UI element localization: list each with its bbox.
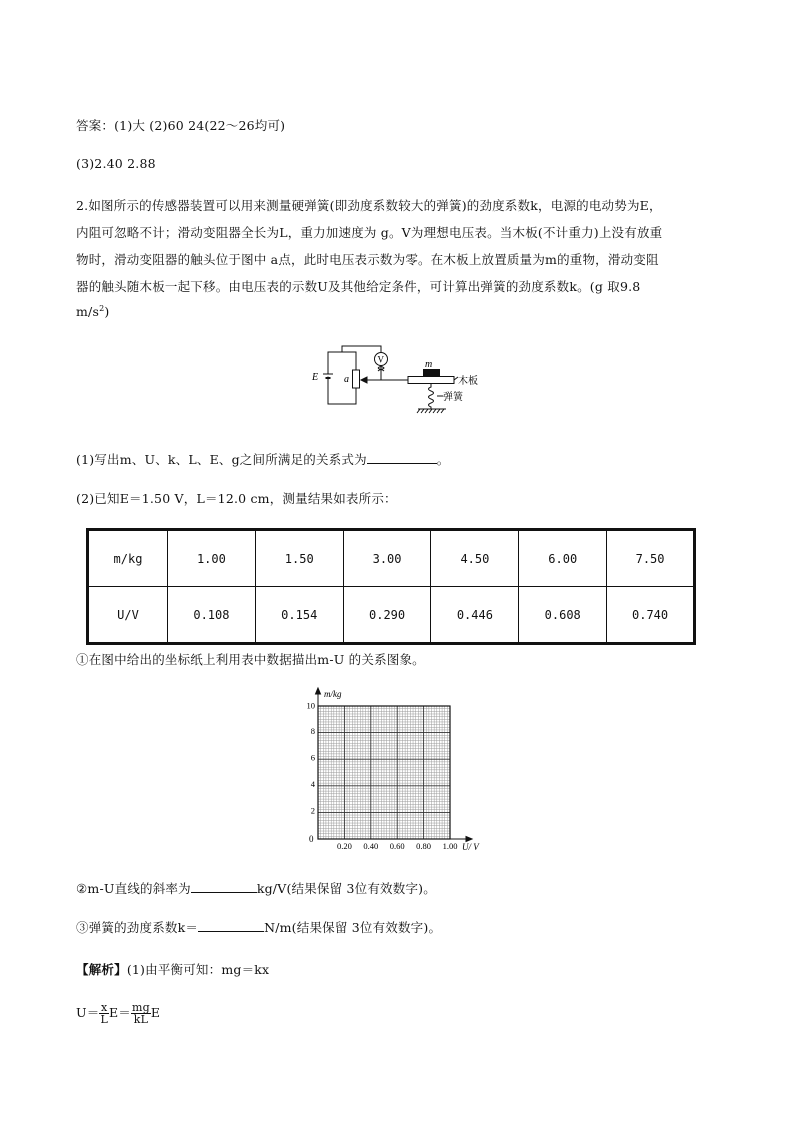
y-tick-label: 6 bbox=[310, 752, 315, 763]
table-cell: 0.446 bbox=[431, 587, 519, 644]
table-cell: 0.290 bbox=[343, 587, 431, 644]
table-cell: U/V bbox=[88, 587, 168, 644]
voltmeter-label: V bbox=[377, 354, 384, 365]
fraction: $\frac{x}{L}$ bbox=[100, 1001, 108, 1026]
table-cell: 0.740 bbox=[607, 587, 695, 644]
question-2-sub-3: ③弹簧的劲度系数k＝ N/m(结果保留 3位有效数字)。 bbox=[76, 920, 442, 935]
circuit-label-E: E bbox=[312, 372, 319, 383]
table-cell: 0.108 bbox=[168, 587, 256, 644]
x-axis-label: U/ V bbox=[462, 842, 479, 852]
measurement-table bbox=[86, 528, 696, 645]
analysis-line: 【解析】(1)由平衡可知：mg＝kx bbox=[76, 962, 270, 977]
table-cell: 6.00 bbox=[519, 530, 607, 587]
answer-blank-1[interactable] bbox=[367, 451, 437, 464]
analysis-tag: 【解析】 bbox=[76, 962, 127, 977]
board-label: 木板 bbox=[458, 376, 478, 387]
table-cell: 0.154 bbox=[255, 587, 343, 644]
origin-label: 0 bbox=[309, 834, 314, 844]
circuit-diagram bbox=[306, 338, 482, 418]
circuit-label-a: a bbox=[344, 374, 349, 385]
x-tick-label: 0.20 bbox=[336, 841, 352, 851]
graph-paper bbox=[296, 684, 496, 854]
x-tick-label: 1.00 bbox=[442, 841, 458, 851]
spring-label: 弹簧 bbox=[443, 392, 463, 403]
mass-label: m bbox=[425, 359, 433, 370]
problem-stem-2: 内阻可忽略不计；滑动变阻器全长为L，重力加速度为 g。V为理想电压表。当木板(不计重力)上没有放重 bbox=[76, 225, 663, 240]
table-cell: 1.00 bbox=[168, 530, 256, 587]
table-cell: 1.50 bbox=[255, 530, 343, 587]
table-cell: m/kg bbox=[88, 530, 168, 587]
table-cell: 3.00 bbox=[343, 530, 431, 587]
problem-stem-3: 物时，滑动变阻器的触头位于图中 a点，此时电压表示数为零。在木板上放置质量为m的重物，滑动变阻 bbox=[76, 252, 659, 267]
question-2: (2)已知E＝1.50 V，L＝12.0 cm，测量结果如表所示： bbox=[76, 491, 397, 506]
y-tick-label: 8 bbox=[310, 725, 315, 736]
answer-line-2: (3)2.40 2.88 bbox=[76, 156, 156, 171]
x-tick-label: 0.60 bbox=[389, 841, 405, 851]
x-tick-label: 0.40 bbox=[363, 841, 379, 851]
question-1: (1)写出m、U、k、L、E、g之间所满足的关系式为 。 bbox=[76, 452, 450, 467]
analysis-equation: U＝ $\frac{x}{L}$ E＝ $\frac{mg}{kL}$ E bbox=[76, 1001, 161, 1026]
problem-stem-4: 器的触头随木板一起下移。由电压表的示数U及其他给定条件，可计算出弹簧的劲度系数k。(g 取9.8 bbox=[76, 279, 641, 294]
y-tick-label: 10 bbox=[306, 700, 315, 711]
answer-line-1: 答案：(1)大 (2)60 24(22～26均可) bbox=[76, 118, 286, 133]
problem-unit: $m/s^2$) bbox=[76, 304, 110, 320]
table-cell: 4.50 bbox=[431, 530, 519, 587]
problem-stem-1: 2.如图所示的传感器装置可以用来测量硬弹簧(即劲度系数较大的弹簧)的劲度系数k，电源的电动势为E， bbox=[76, 198, 662, 213]
fraction: $\frac{mg}{kL}$ bbox=[131, 1001, 150, 1026]
y-tick-label: 2 bbox=[310, 805, 315, 816]
answer-blank-k[interactable] bbox=[198, 919, 264, 932]
question-2-sub-1: ①在图中给出的坐标纸上利用表中数据描出m-U 的关系图象。 bbox=[76, 652, 425, 667]
table-row bbox=[88, 530, 695, 587]
table-row bbox=[88, 587, 695, 644]
y-tick-label: 4 bbox=[310, 779, 315, 790]
answer-blank-slope[interactable] bbox=[191, 880, 257, 893]
question-2-sub-2: ②m-U直线的斜率为 kg/V(结果保留 3位有效数字)。 bbox=[76, 881, 436, 896]
table-cell: 7.50 bbox=[607, 530, 695, 587]
table-cell: 0.608 bbox=[519, 587, 607, 644]
mass-block bbox=[423, 369, 440, 377]
x-tick-label: 0.80 bbox=[416, 841, 432, 851]
y-axis-label: m/kg bbox=[324, 689, 342, 699]
